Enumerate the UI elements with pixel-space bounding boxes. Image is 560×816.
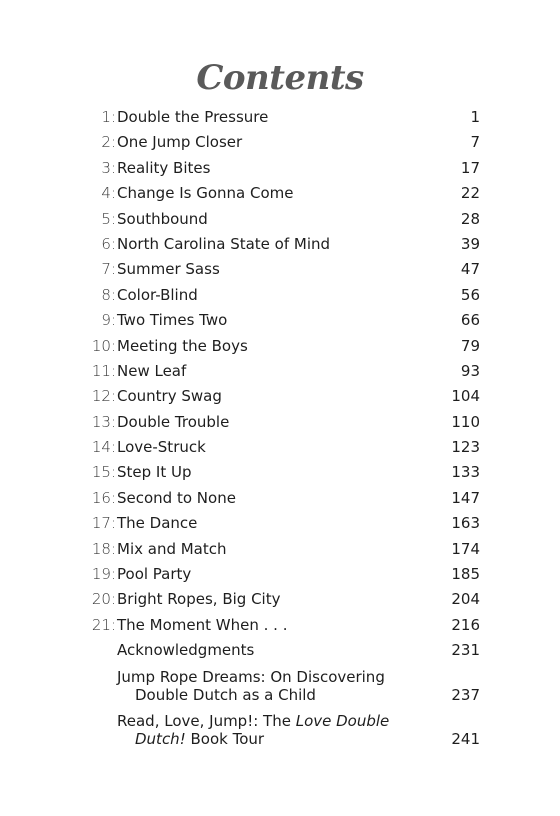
toc-entry-page: 104 xyxy=(451,387,480,406)
toc-entry-number: 3: xyxy=(101,158,116,177)
toc-entry-number: 1: xyxy=(101,108,116,126)
toc-entry-page: 56 xyxy=(460,285,480,304)
toc-entry-title: Bright Ropes, Big City xyxy=(117,590,281,609)
toc-entry-essay[interactable] xyxy=(0,664,560,708)
toc-entry-chapter[interactable] xyxy=(0,130,560,155)
toc-entry-page: 1 xyxy=(470,108,480,126)
toc-entry-title: Acknowledgments xyxy=(117,641,255,660)
toc-entry-chapter[interactable] xyxy=(0,410,560,435)
toc-entry-page: 123 xyxy=(451,438,480,457)
toc-entry-chapter[interactable] xyxy=(0,562,560,587)
toc-entry-number: 4: xyxy=(101,184,116,203)
toc-entry-title: Mix and Match xyxy=(117,539,227,558)
chapter-list xyxy=(0,105,560,638)
toc-entry-title-line2 xyxy=(117,730,417,748)
toc-entry-chapter[interactable] xyxy=(0,232,560,257)
toc-entry-number: 14: xyxy=(91,438,116,457)
toc-entry-page: 7 xyxy=(470,133,480,152)
toc-entry-title: New Leaf xyxy=(117,361,187,380)
toc-entry-title: Double the Pressure xyxy=(117,108,269,126)
toc-entry-title: North Carolina State of Mind xyxy=(117,234,331,253)
toc-entry-page: 17 xyxy=(460,158,480,177)
toc-entry-page: 79 xyxy=(460,336,480,355)
toc-entry-number: 18: xyxy=(91,539,116,558)
toc-entry-chapter[interactable] xyxy=(0,334,560,359)
toc-entry-title: The Dance xyxy=(117,514,198,533)
toc-title-italic: Dutch! xyxy=(135,729,186,748)
toc-entry-title: The Moment When . . . xyxy=(117,615,288,634)
toc-entry-number: 10: xyxy=(91,336,116,355)
toc-entry-title: Love-Struck xyxy=(117,438,206,457)
toc-entry-page: 147 xyxy=(451,488,480,507)
toc-entry-chapter[interactable] xyxy=(0,587,560,612)
toc-entry-title: Southbound xyxy=(117,209,208,228)
toc-entry-title xyxy=(117,668,417,704)
toc-entry-chapter[interactable] xyxy=(0,257,560,282)
toc-entry-page: 110 xyxy=(451,412,480,431)
toc-entry-book-tour[interactable] xyxy=(0,708,560,752)
toc-entry-number: 9: xyxy=(101,311,116,330)
toc-entry-page: 66 xyxy=(460,311,480,330)
toc-entry-title: Reality Bites xyxy=(117,158,211,177)
toc-entry-number: 12: xyxy=(91,387,116,406)
toc-entry-title: Two Times Two xyxy=(117,311,228,330)
toc-entry-chapter[interactable] xyxy=(0,460,560,485)
toc-entry-number: 2: xyxy=(101,133,116,152)
toc-entry-chapter[interactable] xyxy=(0,283,560,308)
toc-entry-title-line1: Jump Rope Dreams: On Discovering xyxy=(117,667,385,686)
toc-entry-page: 237 xyxy=(451,685,480,704)
toc-entry-page: 231 xyxy=(451,641,480,660)
toc-entry-chapter[interactable] xyxy=(0,207,560,232)
toc-entry-page: 133 xyxy=(451,463,480,482)
toc-entry-number: 20: xyxy=(91,590,116,609)
toc-entry-page: 93 xyxy=(460,361,480,380)
toc-entry-number: 5: xyxy=(101,209,116,228)
toc-entry-chapter[interactable] xyxy=(0,181,560,206)
toc-entry-number: 21: xyxy=(91,615,116,634)
toc-entry-number: 11: xyxy=(91,361,116,380)
toc-entry-chapter[interactable] xyxy=(0,308,560,333)
toc-title-text: Read, Love, Jump!: The xyxy=(117,711,296,730)
toc-entry-title: Pool Party xyxy=(117,565,192,584)
toc-entry-number: 15: xyxy=(91,463,116,482)
toc-entry-number: 16: xyxy=(91,488,116,507)
toc-entry-title: One Jump Closer xyxy=(117,133,243,152)
toc-entry-page: 204 xyxy=(451,590,480,609)
toc-entry-chapter[interactable] xyxy=(0,613,560,638)
toc-entry-title: Step It Up xyxy=(117,463,192,482)
toc-entry-chapter[interactable] xyxy=(0,511,560,536)
toc-entry-number: 13: xyxy=(91,412,116,431)
toc-entry-page: 241 xyxy=(451,729,480,748)
toc-title-italic: Love Double xyxy=(295,711,390,730)
toc-entry-title-line2: Double Dutch as a Child xyxy=(135,685,316,704)
toc-entry-page: 39 xyxy=(460,234,480,253)
toc-entry-chapter[interactable] xyxy=(0,105,560,130)
toc-entry-title: Summer Sass xyxy=(117,260,220,279)
toc-entry-page: 22 xyxy=(460,184,480,203)
toc-title-text: Book Tour xyxy=(185,729,265,748)
toc-entry-number: 19: xyxy=(91,565,116,584)
toc-entry-number: 8: xyxy=(101,285,116,304)
toc-entry-chapter[interactable] xyxy=(0,384,560,409)
toc-entry-title: Color-Blind xyxy=(117,285,198,304)
toc-entry-chapter[interactable] xyxy=(0,156,560,181)
toc-entry-chapter[interactable] xyxy=(0,486,560,511)
toc-entry-number: 7: xyxy=(101,260,116,279)
table-of-contents xyxy=(0,105,560,752)
toc-entry-page: 174 xyxy=(451,539,480,558)
toc-entry-page: 163 xyxy=(451,514,480,533)
toc-entry-page: 28 xyxy=(460,209,480,228)
toc-entry-title: Second to None xyxy=(117,488,236,507)
toc-entry-chapter[interactable] xyxy=(0,537,560,562)
toc-entry-title xyxy=(117,712,417,748)
toc-entry-acknowledgments[interactable] xyxy=(0,638,560,663)
page-title: Contents xyxy=(196,58,364,98)
toc-entry-page: 185 xyxy=(451,565,480,584)
toc-entry-title: Country Swag xyxy=(117,387,222,406)
toc-entry-number: 17: xyxy=(91,514,116,533)
toc-entry-title: Meeting the Boys xyxy=(117,336,248,355)
toc-entry-title: Double Trouble xyxy=(117,412,230,431)
toc-entry-page: 47 xyxy=(460,260,480,279)
toc-entry-title: Change Is Gonna Come xyxy=(117,184,294,203)
toc-entry-chapter[interactable] xyxy=(0,359,560,384)
toc-entry-chapter[interactable] xyxy=(0,435,560,460)
toc-entry-page: 216 xyxy=(451,615,480,634)
toc-entry-number: 6: xyxy=(101,234,116,253)
toc-entry-title-line1 xyxy=(117,712,389,730)
